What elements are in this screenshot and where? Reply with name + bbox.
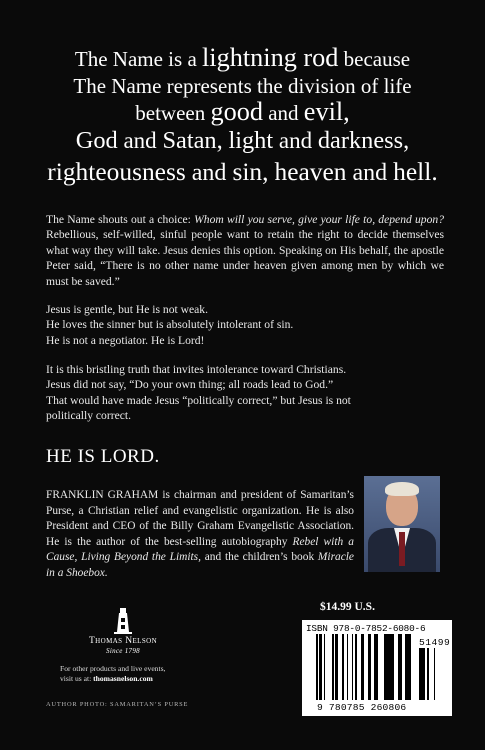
- he-is-lord-heading: HE IS LORD.: [46, 446, 160, 467]
- publisher-since: Since 1798: [106, 647, 140, 655]
- isbn-label: ISBN 978-0-7852-6080-6: [306, 623, 426, 634]
- visit-note: For other products and live events, visit us at: thomasnelson.com: [60, 664, 166, 683]
- lighthouse-icon: [111, 606, 135, 634]
- headline-line-4: God and Satan, light and darkness,: [75, 127, 410, 154]
- publisher-name: Thomas Nelson: [88, 636, 158, 646]
- intro-paragraph: The Name shouts out a choice: Whom will you serve, give your life to, depend upon? Rebellious, self-willed, sinful people want to retain the right to decide themselves what way they will take. Jesus denies this option. Speaking on His behalf, the apostle Peter said, “There is no other name under heaven given among men by which we must be saved.”: [46, 213, 444, 288]
- publisher-url: thomasnelson.com: [93, 674, 153, 683]
- jesus-paragraph: Jesus is gentle, but He is not weak. He loves the sinner but is absolutely intolerant of sin. He is not a negotiator. He is Lord!: [46, 303, 294, 347]
- author-photo: [364, 476, 440, 572]
- truth-paragraph: It is this bristling truth that invites intolerance toward Christians. Jesus did not say, “Do your own thing; all roads lead to God.” That would have made Jesus “politically correct,” but Jesus is not politically correct.: [46, 363, 351, 423]
- ean-digits: 9 780785 260806: [317, 702, 407, 713]
- headline-line-3: between good and evil,: [135, 97, 350, 126]
- headline-quote: [0, 44, 485, 189]
- headline-line-2: The Name represents the division of life: [73, 74, 412, 98]
- photo-credit: AUTHOR PHOTO: SAMARITAN’S PURSE: [46, 701, 189, 708]
- price-label: $14.99 U.S.: [320, 601, 375, 613]
- addon-digits: 51499: [419, 637, 451, 648]
- publisher-logo: [78, 606, 168, 655]
- author-bio: FRANKLIN GRAHAM is chairman and president of Samaritan’s Purse, a Christian relief and evangelistic organization. He is also President and CEO of the Billy Graham Evangelistic Association. He is the author of the best-selling autobiography Rebel with a Cause, Living Beyond the Limits, and the children’s book Miracle in a Shoebox.: [46, 489, 354, 579]
- headline-line-1: The Name is a lightning rod because: [74, 43, 411, 72]
- headline-line-5: righteousness and sin, heaven and hell.: [47, 157, 438, 186]
